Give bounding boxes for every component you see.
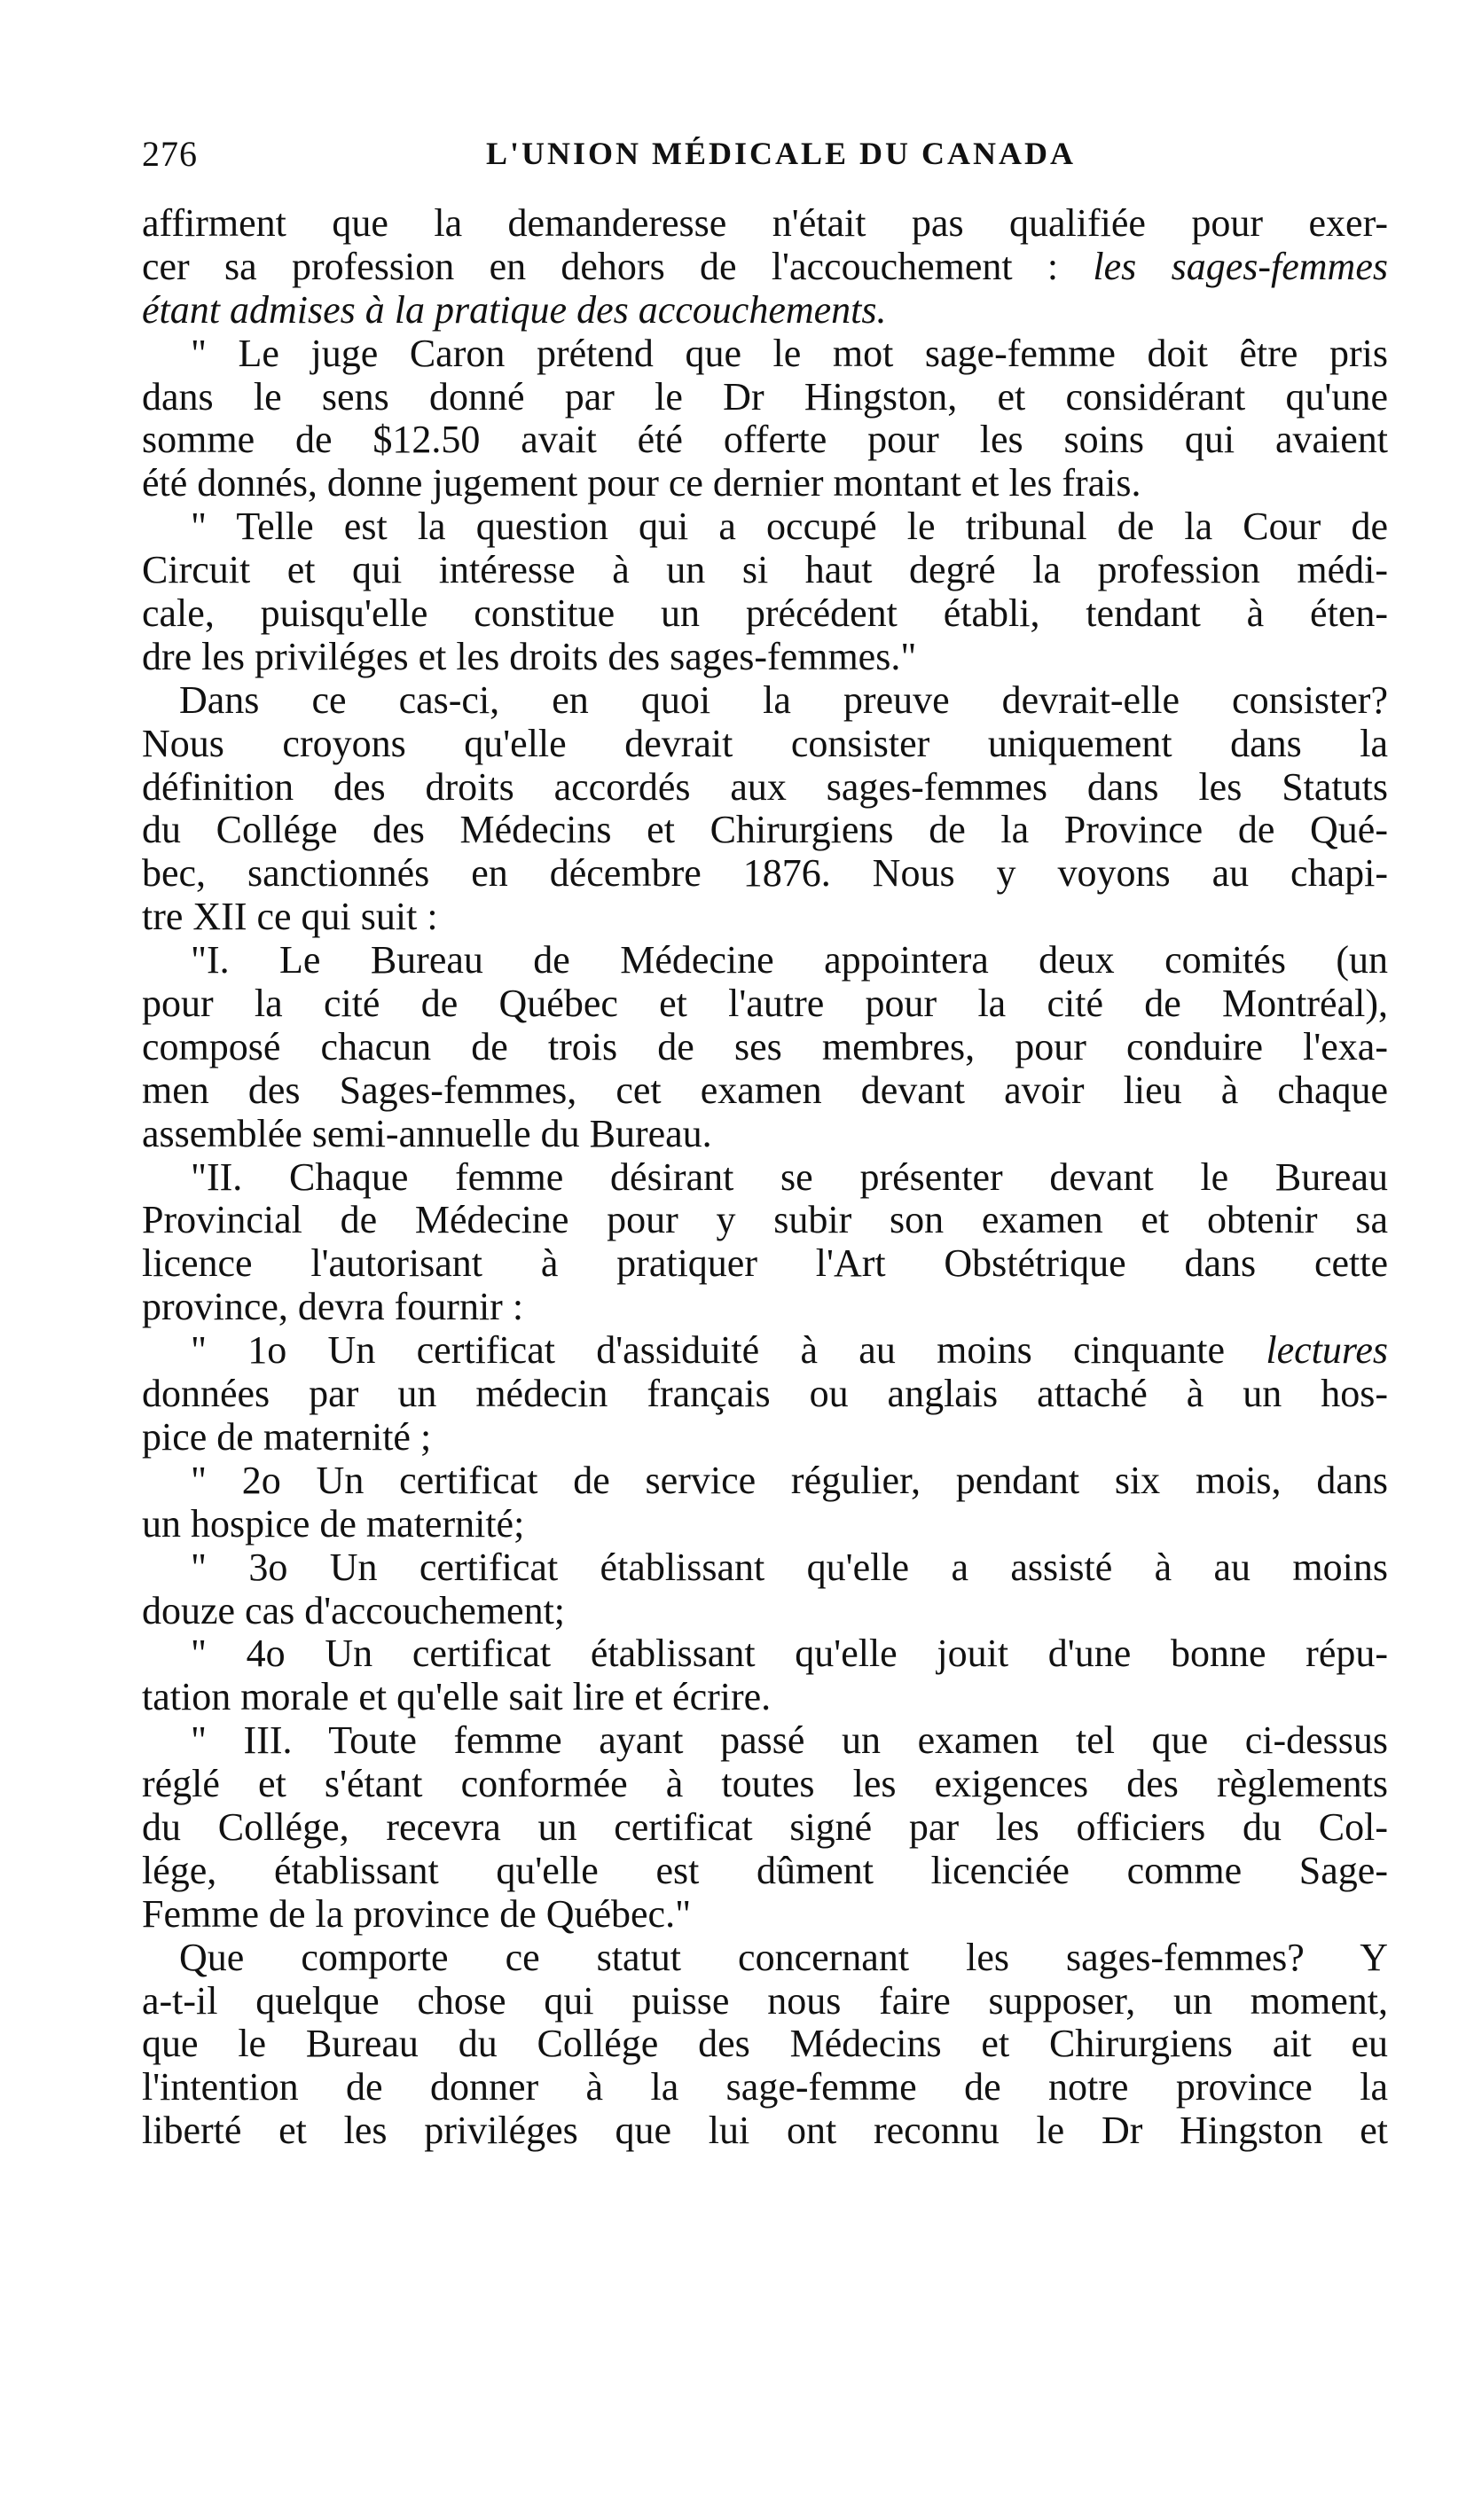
body-text [142,202,1388,2153]
line-text: lége, établissant qu'elle est dûment licenciée comme Sage- [142,1848,1388,1892]
text-line [142,1632,1388,1676]
text-line [142,1242,1388,1286]
line-text: un hospice de maternité; [142,1501,525,1546]
line-text: a-t-il quelque chose qui puisse nous faire supposer, un moment, [142,1978,1388,2023]
line-text: liberté et les priviléges que lui ont reconnu le Dr Hingston et [142,2109,1388,2153]
line-text: composé chacun de trois de ses membres, pour conduire l'exa- [142,1024,1388,1068]
line-text: affirment que la demanderesse n'était pas qualifiée pour exer- [142,201,1388,245]
text-line [142,679,1388,723]
text-line [142,1763,1388,1806]
line-text: Que comporte ce statut concernant les sages-femmes? Y [179,1935,1388,1979]
line-text: " 3o Un certificat établissant qu'elle a assisté à au moins [191,1545,1388,1589]
text-line [142,1590,1388,1633]
line-text: que le Bureau du Collége des Médecins et Chirurgiens ait eu [142,2022,1388,2066]
line-text: réglé et s'étant conformée à toutes les exigences des règlements [142,1762,1388,1806]
line-text: pour la cité de Québec et l'autre pour la cité de Montréal), [142,982,1388,1026]
text-line [142,939,1388,982]
text-line [142,1806,1388,1850]
line-text: licence l'autorisant à pratiquer l'Art Obstétrique dans cette [142,1241,1388,1286]
text-line [142,1546,1388,1590]
text-line [142,982,1388,1026]
line-text: "I. Le Bureau de Médecine appointera deux comités (un [191,938,1388,982]
line-text: " Telle est la question qui a occupé le tribunal de la Cour de [191,505,1388,549]
line-text: Provincial de Médecine pour y subir son examen et obtenir sa [142,1198,1388,1242]
text-line [142,1069,1388,1113]
line-text: pice de maternité ; [142,1414,432,1459]
text-line [142,2023,1388,2066]
text-line [142,419,1388,462]
line-text: dre les priviléges et les droits des sages-femmes." [142,634,917,678]
line-text: données par un médecin français ou anglais attaché à un hos- [142,1372,1388,1416]
text-line [142,1416,1388,1460]
page-header [142,133,1376,177]
line-text: cale, puisqu'elle constitue un précédent établi, tendant à éten- [142,591,1388,636]
text-line [142,1676,1388,1719]
line-text: " III. Toute femme ayant passé un examen tel que ci-dessus [191,1718,1388,1763]
line-text: douze cas d'accouchement; [142,1588,566,1632]
line-text: cer sa profession en dehors de l'accouchement : [142,244,1059,288]
line-text: men des Sages-femmes, cet examen devant avoir lieu à chaque [142,1068,1388,1112]
line-italic-tail: les sages-femmes [1058,244,1388,288]
text-line [142,1980,1388,2023]
line-text: assemblée semi-annuelle du Bureau. [142,1111,712,1155]
text-line [142,1893,1388,1937]
line-text: Femme de la province de Québec." [142,1891,692,1936]
text-line [142,636,1388,679]
text-line [142,462,1388,505]
line-text: " 1o Un certificat d'assiduité à au moins cinquante [191,1328,1226,1373]
line-text: " 4o Un certificat établissant qu'elle jouit d'une bonne répu- [191,1632,1388,1676]
line-text: l'intention de donner à la sage-femme de notre province la [142,2065,1388,2109]
line-italic-tail: lectures [1225,1328,1388,1373]
text-line [142,723,1388,766]
text-line [142,1503,1388,1546]
line-text: Nous croyons qu'elle devrait consister uniquement dans la [142,721,1388,765]
text-line [142,809,1388,852]
text-line [142,1937,1388,1980]
line-text: "II. Chaque femme désirant se présenter devant le Bureau [191,1154,1388,1199]
text-line [142,505,1388,549]
line-text: du Collége des Médecins et Chirurgiens de la Province de Qué- [142,808,1388,852]
text-line [142,1286,1388,1329]
running-title: L'UNION MÉDICALE DU CANADA [486,136,1077,171]
text-line [142,1719,1388,1763]
text-line [142,333,1388,376]
line-text: tation morale et qu'elle sait lire et écrire. [142,1675,772,1719]
line-text: " Le juge Caron prétend que le mot sage-femme doit être pris [191,331,1388,375]
text-line [142,1373,1388,1416]
text-line [142,202,1388,246]
text-line [142,549,1388,592]
text-line [142,2109,1388,2153]
text-line [142,246,1388,289]
line-text: dans le sens donné par le Dr Hingston, et considérant qu'une [142,374,1388,419]
text-line [142,1026,1388,1069]
text-line [142,1199,1388,1242]
text-line [142,1460,1388,1503]
line-text: bec, sanctionnés en décembre 1876. Nous y voyons au chapi- [142,851,1388,896]
line-text: Circuit et qui intéresse à un si haut degré la profession médi- [142,548,1388,592]
line-text: Dans ce cas-ci, en quoi la preuve devrait-elle consister? [179,677,1388,722]
line-text: du Collége, recevra un certificat signé par les officiers du Col- [142,1804,1388,1849]
line-text: été donnés, donne jugement pour ce dernier montant et les frais. [142,461,1141,505]
text-line [142,2066,1388,2109]
line-text: tre XII ce qui suit : [142,895,438,939]
line-text: province, devra fournir : [142,1285,524,1329]
text-line [142,1850,1388,1893]
line-text: somme de $12.50 avait été offerte pour les soins qui avaient [142,418,1388,462]
text-line [142,376,1388,419]
text-line [142,766,1388,810]
line-text: définition des droits accordés aux sages-femmes dans les Statuts [142,764,1388,809]
text-line [142,592,1388,636]
line-text: " 2o Un certificat de service régulier, pendant six mois, dans [191,1458,1388,1502]
text-line [142,896,1388,939]
line-italic-text: étant admises à la pratique des accouchements. [142,287,887,332]
text-line [142,1156,1388,1200]
text-line [142,289,1388,333]
text-line [142,1113,1388,1156]
page-number: 276 [142,134,198,174]
text-line [142,1329,1388,1373]
text-line [142,852,1388,896]
